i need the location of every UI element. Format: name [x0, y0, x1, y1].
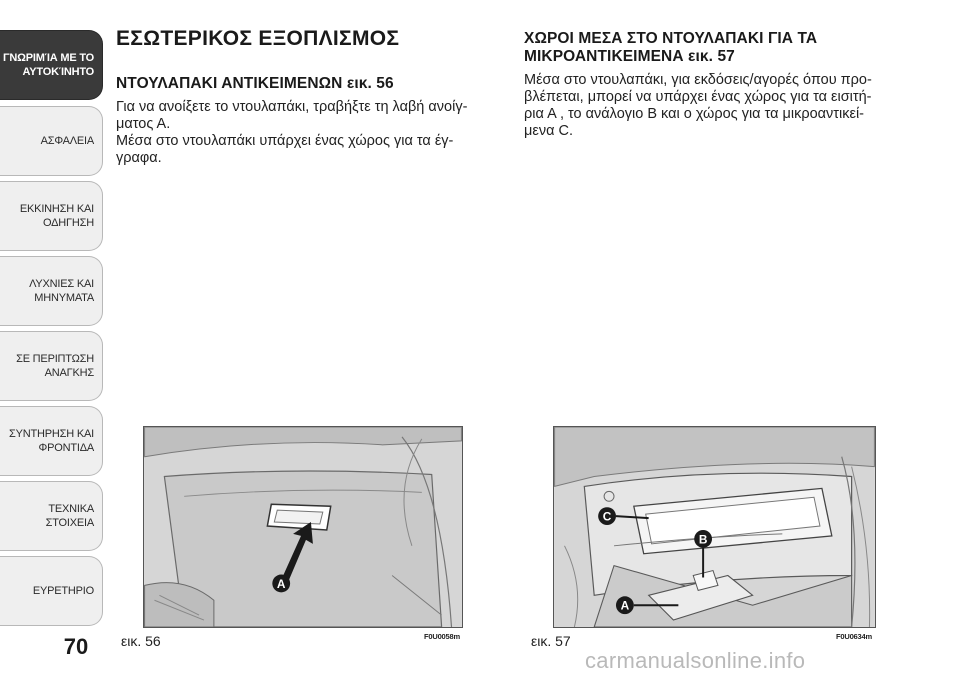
- figure-57-caption: εικ. 57: [531, 633, 571, 649]
- body-line: γραφα.: [116, 150, 162, 166]
- subhead-line: ΧΩΡΟΙ ΜΕΣΑ ΣΤΟ ΝΤΟΥΛΑΠΑΚΙ ΓΙΑ ΤΑ: [524, 30, 818, 47]
- svg-text:A: A: [620, 598, 630, 613]
- page-number: 70: [63, 634, 89, 659]
- figure-56-glovebox-handle: [143, 426, 463, 628]
- site-watermark: carmanualsonline.info: [585, 648, 806, 673]
- body-line: μενα C.: [524, 123, 573, 139]
- subhead-line: ΜΙΚΡΟΑΝΤΙΚΕΙΜΕΝΑ εικ. 57: [524, 48, 735, 65]
- body-line: Για να ανοίξετε το ντουλαπάκι, τραβήξτε τη λαβή ανοίγ-: [116, 99, 468, 115]
- glovebox-subhead: ΝΤΟΥΛΑΠΑΚΙ ΑΝΤΙΚΕΙΜΕΝΩΝ εικ. 56: [116, 75, 394, 92]
- tab-getting-to-know[interactable]: ΓΝΩΡΙΜΊΑ ΜΕ ΤΟ ΑΥΤΟΚΊΝΗΤΟ: [0, 30, 103, 100]
- tab-lights-messages[interactable]: ΛΥΧΝΙΕΣ ΚΑΙ ΜΗΝΥΜΑΤΑ: [0, 256, 103, 326]
- figure-56-caption: εικ. 56: [121, 633, 161, 649]
- body-line: Μέσα στο ντουλαπάκι, για εκδόσεις/αγορές όπου προ-: [524, 72, 872, 88]
- svg-text:A: A: [276, 576, 286, 591]
- glovebox-illustration: [144, 427, 462, 627]
- body-line: Μέσα στο ντουλαπάκι υπάρχει ένας χώρος για τα έγ-: [116, 133, 454, 149]
- body-line: ματος Α.: [116, 116, 171, 132]
- body-line: βλέπεται, μπορεί να υπάρχει ένας χώρος για τα εισιτή-: [524, 89, 872, 105]
- compartments-body: [524, 72, 916, 140]
- svg-text:C: C: [602, 509, 612, 524]
- tab-emergency[interactable]: ΣΕ ΠΕΡΙΠΤΩΣΗ ΑΝΑΓΚΗΣ: [0, 331, 103, 401]
- figure-57-code: F0U0634m: [836, 632, 872, 641]
- glovebox-body: [116, 99, 508, 167]
- tab-technical-data[interactable]: ΤΕΧΝΙΚΑ ΣΤΟΙΧΕΙΑ: [0, 481, 103, 551]
- tab-index[interactable]: ΕΥΡΕΤΗΡΙΟ: [0, 556, 103, 626]
- figure-56-code: F0U0058m: [424, 632, 460, 641]
- compartments-subhead: [524, 30, 916, 66]
- tab-safety[interactable]: ΑΣΦΑΛΕΙΑ: [0, 106, 103, 176]
- compartments-illustration: [554, 427, 875, 627]
- body-line: ρια Α , το ανάλογιο Β και ο χώρος για τα μικροαντικεί-: [524, 106, 864, 122]
- figure-57-glovebox-compartments: [553, 426, 876, 628]
- tab-maintenance[interactable]: ΣΥΝΤΗΡΗΣΗ ΚΑΙ ΦΡΟΝΤΙΔΑ: [0, 406, 103, 476]
- tab-starting-driving[interactable]: ΕΚΚΙΝΗΣΗ ΚΑΙ ΟΔΗΓΗΣΗ: [0, 181, 103, 251]
- callout-a: [272, 575, 290, 593]
- section-title: ΕΣΩΤΕΡΙΚΟΣ ΕΞΟΠΛΙΣΜΟΣ: [116, 27, 400, 50]
- glovebox-handle: [267, 504, 330, 530]
- svg-text:B: B: [698, 532, 708, 547]
